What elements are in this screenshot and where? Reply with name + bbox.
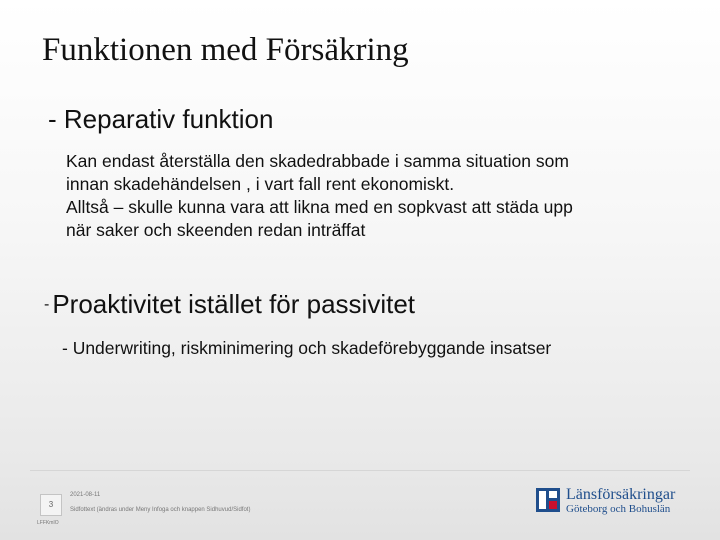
heading-proaktivitet bbox=[44, 289, 415, 320]
subpoint-underwriting: - Underwriting, riskminimering och skadeförebyggande insatser bbox=[62, 338, 552, 358]
footer-divider bbox=[30, 470, 690, 471]
footer-text: Sidfottext (ändras under Meny Infoga och knappen Sidhuvud/Sidfot) bbox=[70, 507, 251, 513]
logo-mark-icon bbox=[536, 488, 560, 512]
heading-reparativ: - Reparativ funktion bbox=[48, 104, 274, 134]
page-number: 3 bbox=[40, 494, 62, 516]
paragraph-line: när saker och skeenden redan inträffat bbox=[66, 220, 366, 240]
heading-dash: - bbox=[44, 296, 50, 313]
logo-name: Länsförsäkringar bbox=[566, 486, 676, 503]
paragraph-reparativ bbox=[66, 150, 573, 242]
page-mark: LFFKmIO bbox=[37, 520, 59, 526]
company-logo bbox=[536, 486, 686, 516]
paragraph-line: Kan endast återställa den skadedrabbade i samma situation som bbox=[66, 151, 569, 171]
heading-proaktivitet-text: Proaktivitet istället för passivitet bbox=[52, 289, 416, 319]
logo-region: Göteborg och Bohuslän bbox=[566, 503, 671, 515]
paragraph-line: Alltså – skulle kunna vara att likna med en sopkvast att städa upp bbox=[66, 197, 573, 217]
paragraph-line: innan skadehändelsen , i vart fall rent ekonomiskt. bbox=[66, 174, 455, 194]
slide-title: Funktionen med Försäkring bbox=[42, 32, 409, 68]
footer-date: 2021-08-11 bbox=[70, 492, 101, 498]
